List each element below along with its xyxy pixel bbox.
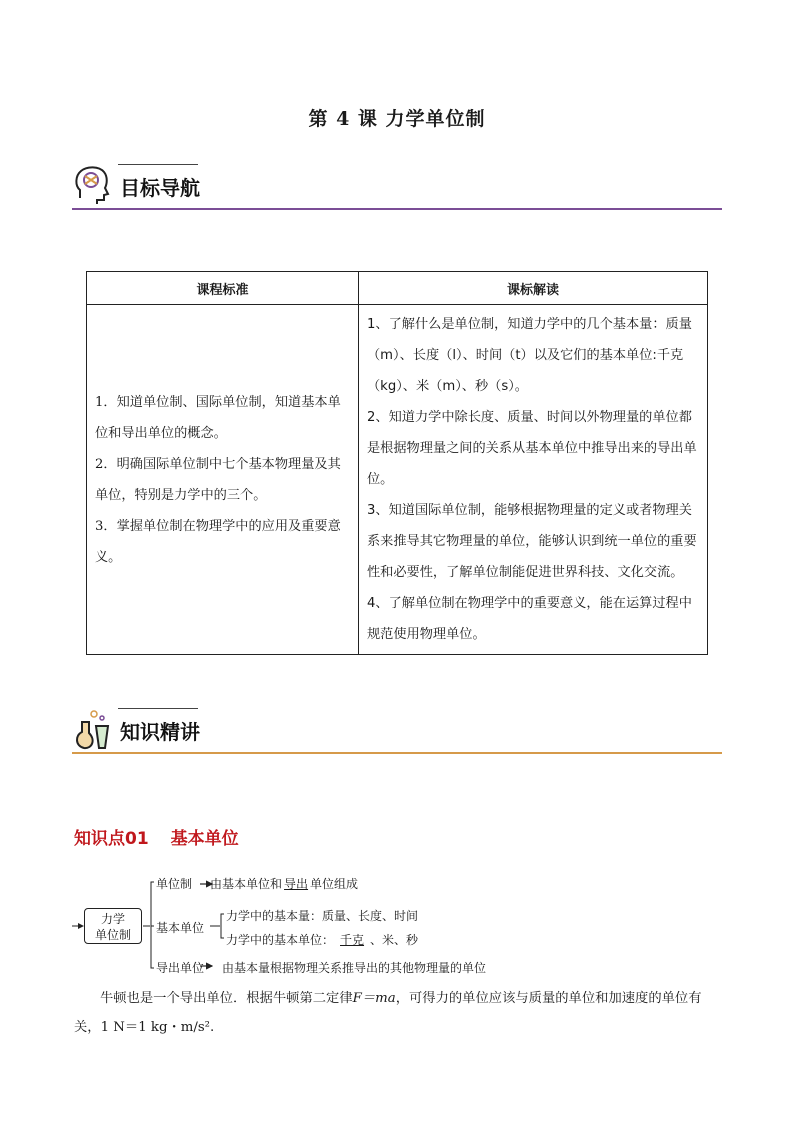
standard-item: 1．知道单位制、国际单位制，知道基本单位和导出单位的概念。	[95, 394, 341, 441]
standard-item: 3．掌握单位制在物理学中的应用及重要意义。	[95, 518, 341, 565]
diagram-text: 力学中的基本单位：	[226, 933, 335, 947]
interpretation-cell	[359, 305, 708, 655]
head-brain-icon	[72, 164, 114, 206]
section-heading-knowledge	[72, 708, 722, 754]
interpretation-item: 1、了解什么是单位制，知道力学中的几个基本量：质量（m）、长度（l）、时间（t）以及它们的基本单位:千克（kg）、米（m）、秒（s）。	[367, 317, 692, 394]
standards-cell	[87, 305, 359, 655]
knowledge-point-label: 知识点01	[74, 829, 149, 849]
diagram-row-unit-system	[156, 875, 358, 892]
section-label: 知识精讲	[120, 720, 200, 744]
page-title: 第 4 课 力学单位制	[308, 108, 486, 130]
diagram-root-box	[84, 908, 142, 944]
unit-system-diagram	[72, 868, 592, 978]
diagram-node: 单位制	[156, 877, 193, 891]
paragraph-text: ，可得力的单位应该与质量的单位和加速度的单位有关，1 N＝1 kg・m/s².	[74, 991, 702, 1035]
table-header-standard: 课程标准	[87, 272, 359, 305]
newton-derived-unit-paragraph	[74, 984, 724, 1042]
diagram-sub-base-quantities: 力学中的基本量：质量、长度、时间	[226, 909, 419, 923]
formula-text: F＝ma	[352, 991, 396, 1006]
interpretation-item: 3、知道国际单位制，能够根据物理量的定义或者物理关系来推导其它物理量的单位，能够认识到统一单位的重要性和必要性，了解单位制能促进世界科技、文化交流。	[367, 503, 697, 580]
diagram-blank: 导出	[284, 877, 309, 891]
curriculum-table	[86, 271, 708, 655]
knowledge-point-heading	[74, 824, 239, 849]
standard-item: 2．明确国际单位制中七个基本物理量及其单位，特别是力学中的三个。	[95, 456, 341, 503]
interpretation-item: 4、了解单位制在物理学中的重要意义，能在运算过程中规范使用物理单位。	[367, 596, 692, 642]
table-row	[87, 305, 708, 655]
heading-decor-line	[118, 708, 198, 709]
diagram-node-base-units: 基本单位	[156, 921, 205, 935]
interpretation-item: 2、知道力学中除长度、质量、时间以外物理量的单位都是根据物理量之间的关系从基本单位中推导出来的导出单位。	[367, 410, 697, 487]
section-label: 目标导航	[120, 176, 200, 200]
section-rule	[72, 752, 722, 754]
diagram-text: 由基本量根据物理关系推导出的其他物理量的单位	[222, 961, 487, 975]
diagram-text: 、米、秒	[370, 933, 419, 947]
lab-flask-icon	[72, 708, 114, 750]
table-header-row	[87, 272, 708, 305]
section-heading-goals	[72, 164, 722, 210]
root-line: 单位制	[94, 928, 131, 942]
knowledge-point-title: 基本单位	[170, 829, 239, 849]
diagram-blank: 千克	[340, 933, 365, 947]
diagram-text: 单位组成	[310, 877, 359, 891]
diagram-sub-base-units	[226, 931, 418, 948]
paragraph-text: 牛顿也是一个导出单位．根据牛顿第二定律	[100, 991, 353, 1006]
diagram-row-derived-units	[156, 959, 486, 976]
diagram-text: 由基本单位和	[210, 877, 283, 891]
table-header-interpretation: 课标解读	[359, 272, 708, 305]
root-line: 力学	[100, 912, 125, 926]
section-rule	[72, 208, 722, 210]
diagram-node: 导出单位	[156, 961, 205, 975]
heading-decor-line	[118, 164, 198, 165]
